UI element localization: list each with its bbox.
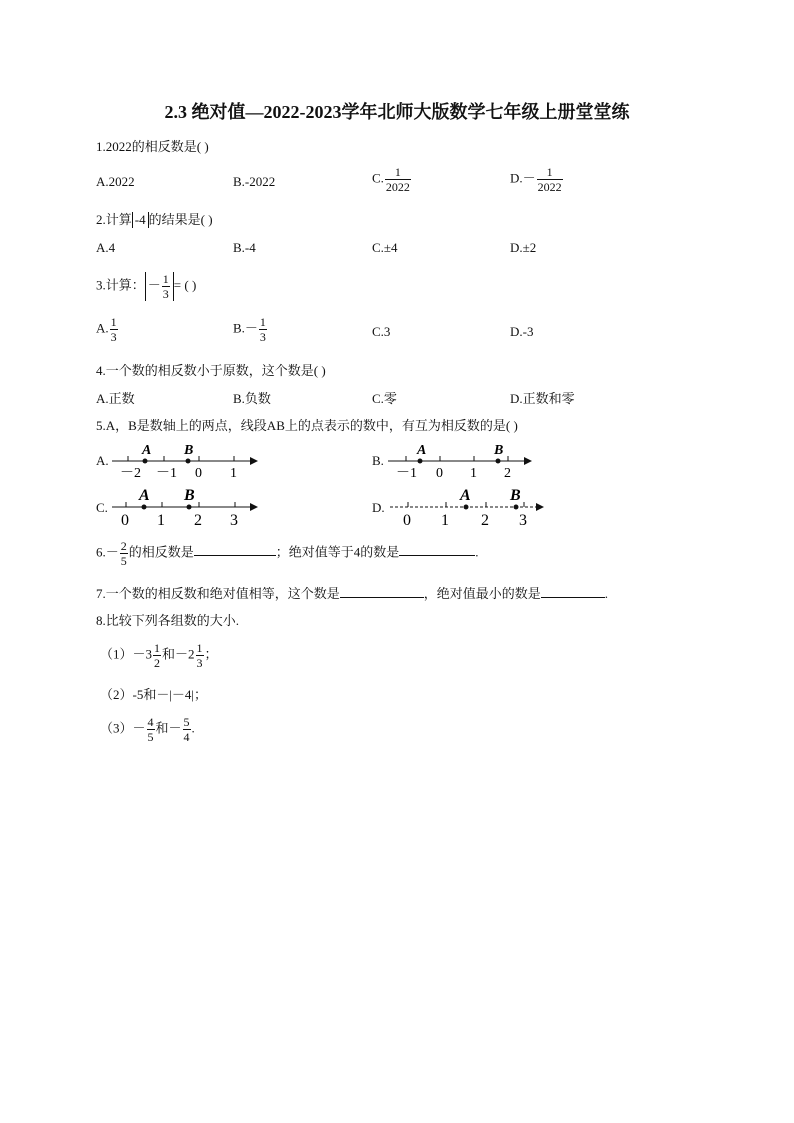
svg-text:1: 1	[157, 512, 165, 528]
q2-option-c: C.±4	[372, 240, 398, 255]
q8-part-1: （1）－3 $\frac{1}{2}$ 和－2 $\frac{1}{3}$ ；	[100, 641, 218, 670]
svg-text:－1: －1	[396, 466, 417, 480]
svg-text:A: A	[460, 487, 471, 504]
q4-option-b: B.负数	[233, 391, 271, 406]
svg-text:B: B	[184, 487, 195, 504]
q5-stem: 5.A，B是数轴上的两点，线段AB上的点表示的数中，有互为相反数的是( )	[96, 418, 518, 433]
q5-option-c-numberline	[110, 486, 260, 528]
q3-option-b: B.－ $\frac{1}{3}$	[233, 315, 266, 344]
q8-part-2: （2）-5和－|－4|；	[100, 687, 208, 702]
svg-text:A: A	[142, 443, 152, 458]
q3-option-a: A. $\frac{1}{3}$	[96, 315, 117, 344]
q5-option-b-label: B.	[372, 453, 384, 468]
svg-text:－2: －2	[120, 466, 141, 480]
svg-text:0: 0	[436, 466, 443, 480]
q5-option-a-label: A.	[96, 453, 109, 468]
svg-text:2: 2	[504, 466, 511, 480]
q3-stem: 3.计算： － $\frac{1}{3}$ = ( )	[96, 272, 197, 301]
q7-stem: 7.一个数的相反数和绝对值相等，这个数是 ，绝对值最小的数是 .	[96, 586, 609, 601]
q5-option-c-label: C.	[96, 500, 108, 515]
svg-text:1: 1	[230, 466, 237, 480]
svg-text:0: 0	[195, 466, 202, 480]
q5-option-b-numberline	[386, 440, 536, 480]
q1-option-a: A.2022	[96, 174, 135, 189]
svg-text:B: B	[184, 443, 194, 458]
q2-option-a: A.4	[96, 240, 116, 255]
q3-option-d: D.-3	[510, 324, 534, 339]
svg-text:A: A	[417, 443, 427, 458]
q3-option-c: C.3	[372, 324, 391, 339]
q4-option-a: A.正数	[96, 391, 135, 406]
svg-text:B: B	[510, 487, 521, 504]
svg-text:1: 1	[470, 466, 477, 480]
q5-option-d-numberline	[388, 486, 548, 528]
svg-text:3: 3	[230, 512, 238, 528]
q2-option-b: B.-4	[233, 240, 256, 255]
q4-stem: 4.一个数的相反数小于原数，这个数是( )	[96, 363, 326, 378]
q2-option-d: D.±2	[510, 240, 537, 255]
q4-option-d: D.正数和零	[510, 391, 575, 406]
q4-option-c: C.零	[372, 391, 397, 406]
svg-text:0: 0	[121, 512, 129, 528]
q5-option-a-numberline	[110, 440, 260, 480]
q6-blank-2[interactable]	[399, 543, 475, 556]
svg-text:3: 3	[519, 512, 527, 528]
svg-text:0: 0	[403, 512, 411, 528]
page-title: 2.3 绝对值—2022-2023学年北师大版数学七年级上册堂堂练	[164, 102, 630, 122]
svg-text:B: B	[494, 443, 504, 458]
q1-option-c: C. $\frac{1}{2022}$	[372, 165, 410, 194]
q5-option-d-label: D.	[372, 500, 385, 515]
q8-stem: 8.比较下列各组数的大小.	[96, 613, 240, 628]
q2-stem: 2.计算 -4 的结果是( )	[96, 212, 213, 227]
q1-stem: 1.2022的相反数是( )	[96, 139, 209, 154]
svg-text:2: 2	[481, 512, 489, 528]
svg-text:A: A	[139, 487, 150, 504]
svg-text:1: 1	[441, 512, 449, 528]
q7-blank-2[interactable]	[541, 585, 605, 598]
svg-text:2: 2	[194, 512, 202, 528]
q7-blank-1[interactable]	[340, 585, 424, 598]
q6-blank-1[interactable]	[194, 543, 276, 556]
q1-option-d: D.－ $\frac{1}{2022}$	[510, 165, 562, 194]
q8-part-3: （3）－ $\frac{4}{5}$ 和－ $\frac{5}{4}$ .	[100, 715, 195, 744]
svg-text:－1: －1	[156, 466, 177, 480]
q6-stem: 6.－ $\frac{2}{5}$ 的相反数是 ；绝对值等于4的数是 .	[96, 539, 479, 568]
q1-option-b: B.-2022	[233, 174, 276, 189]
